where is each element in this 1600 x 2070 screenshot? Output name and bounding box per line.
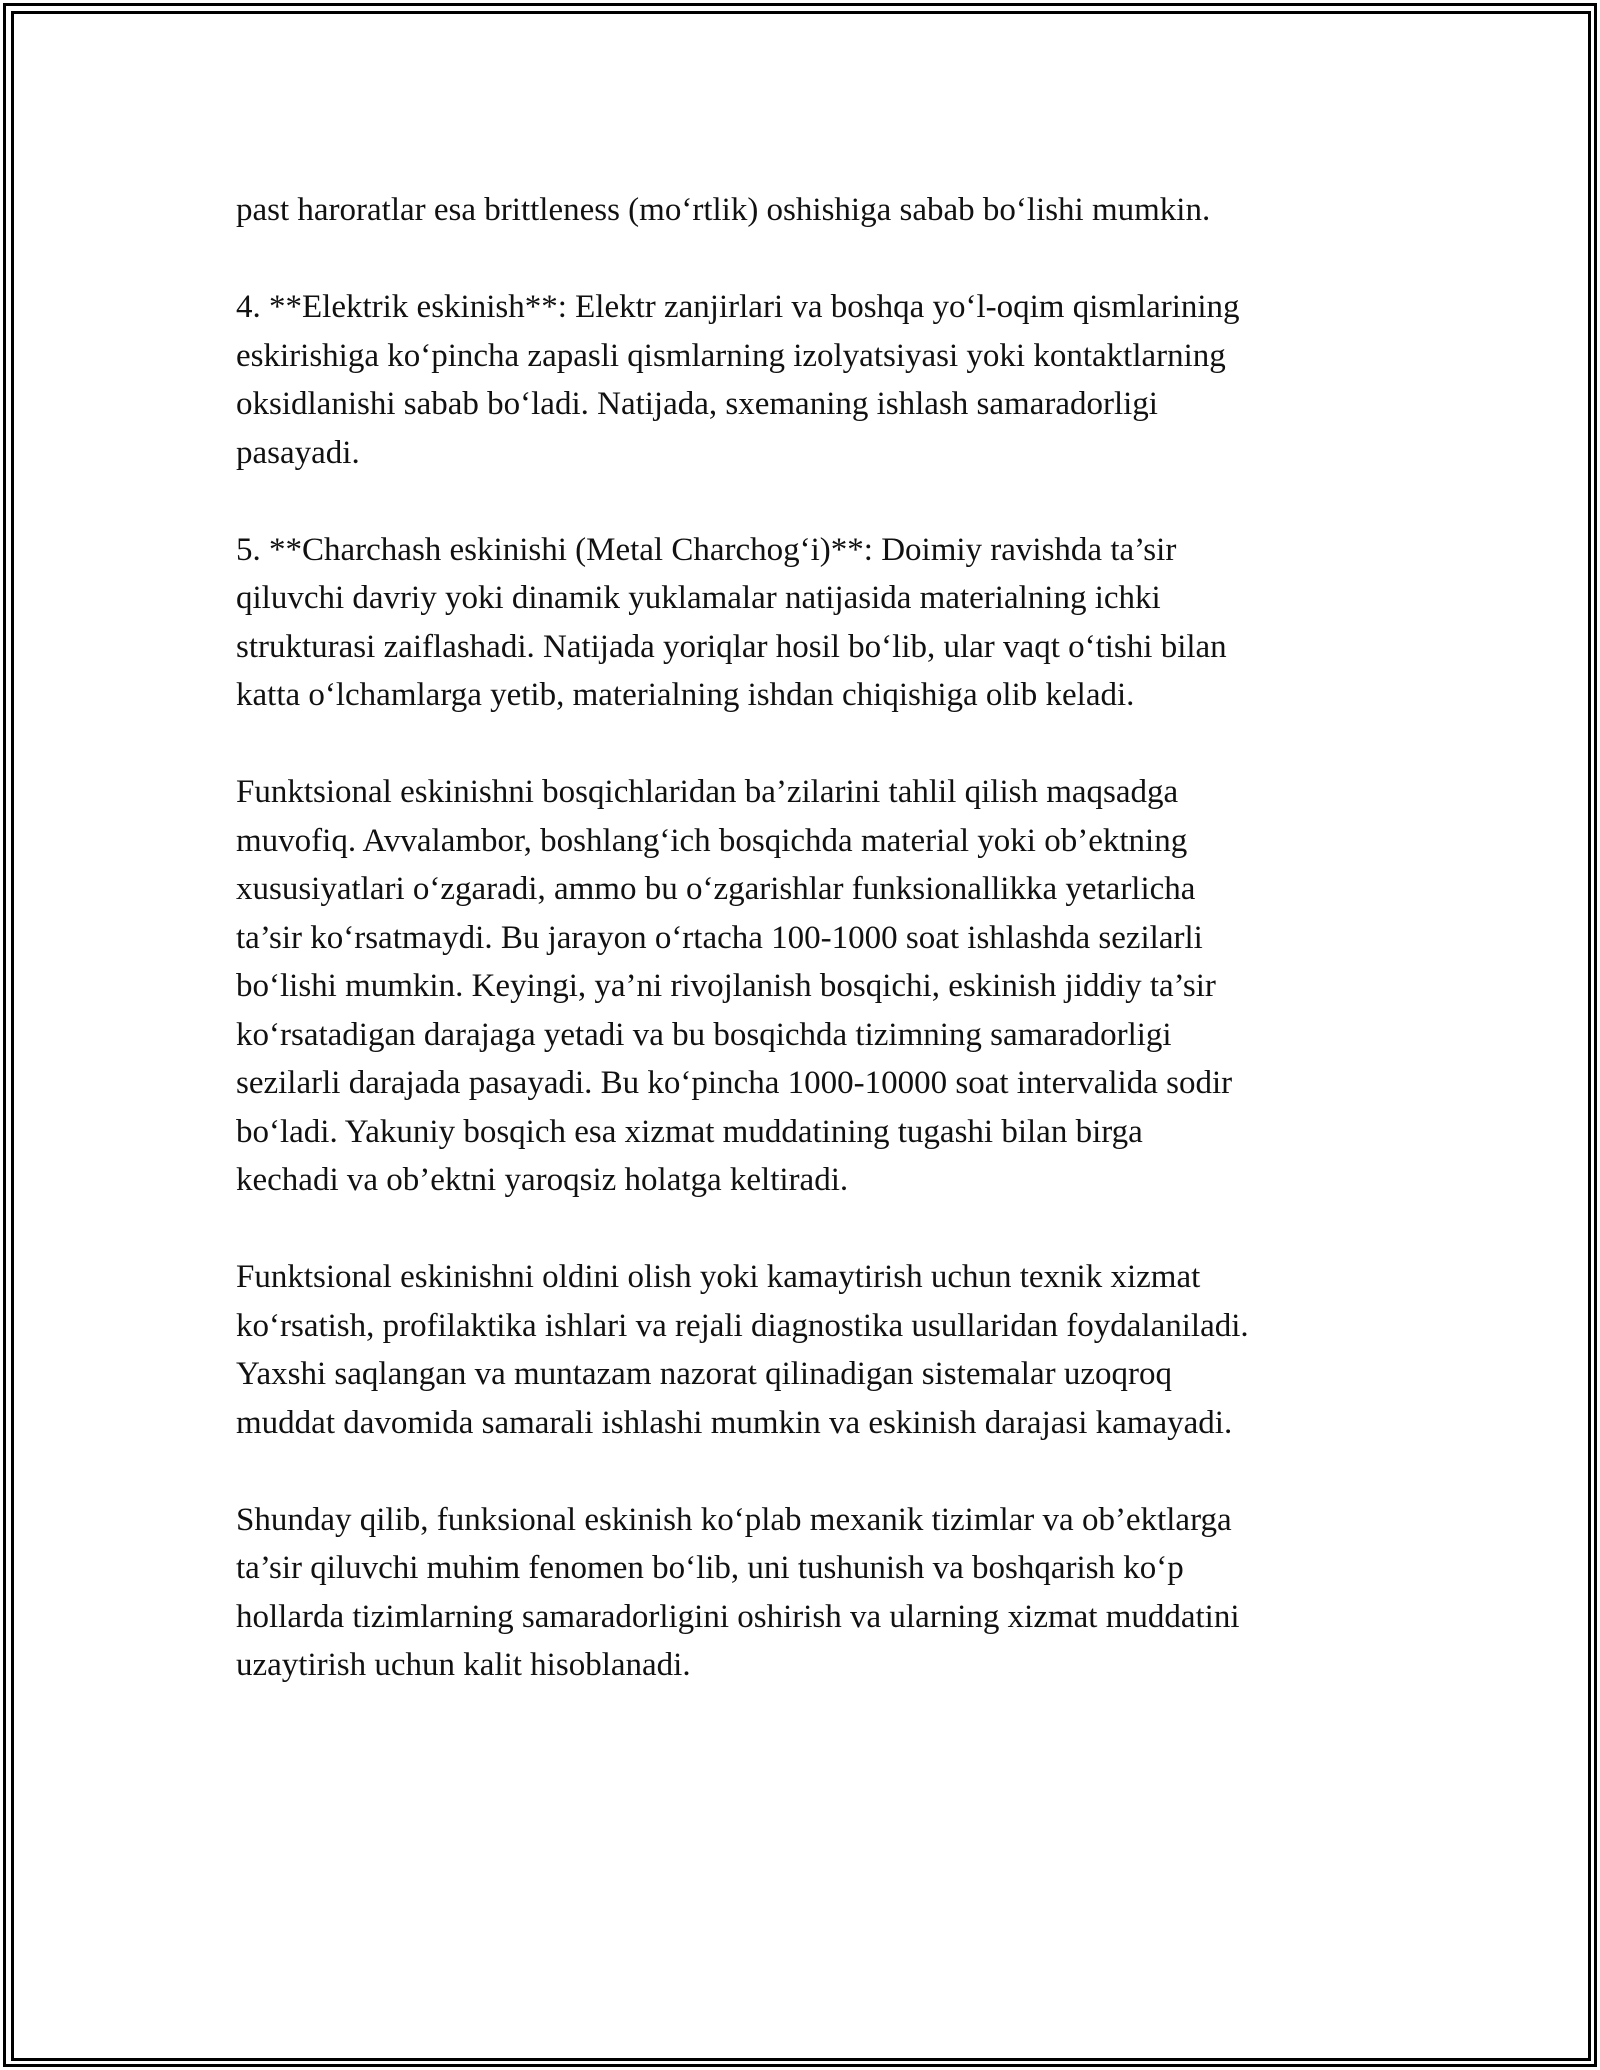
text-line: strukturasi zaiflashadi. Natijada yoriqlar hosil bo‘lib, ular vaqt o‘tishi bilan	[236, 628, 1227, 665]
text-line: bo‘lishi mumkin. Keyingi, ya’ni rivojlanish bosqichi, eskinish jiddiy ta’sir	[236, 968, 1216, 1004]
paragraph-electrical-wear	[236, 283, 1366, 477]
document-body	[236, 186, 1366, 1738]
paragraph-fatigue-wear	[236, 526, 1366, 720]
text-line: kechadi va ob’ektni yaroqsiz holatga keltiradi.	[236, 1162, 849, 1198]
text-line: pasayadi.	[236, 434, 360, 471]
text-line: hollarda tizimlarning samaradorligini oshirish va ularning xizmat muddatini	[236, 1598, 1240, 1635]
text-line: sezilarli darajada pasayadi. Bu ko‘pincha 1000-10000 soat intervalida sodir	[236, 1065, 1233, 1101]
paragraph-thermal-tail	[236, 186, 1366, 235]
text-line: 5. **Charchash eskinishi (Metal Charchog‘i)**: Doimiy ravishda ta’sir	[236, 531, 1177, 568]
text-line: oksidlanishi sabab bo‘ladi. Natijada, sxemaning ishlash samaradorligi	[236, 386, 1158, 422]
text-line: katta o‘lchamlarga yetib, materialning ishdan chiqishiga olib keladi.	[236, 677, 1135, 713]
text-line: ko‘rsatadigan darajaga yetadi va bu bosqichda tizimning samaradorligi	[236, 1016, 1172, 1053]
text-line: uzaytirish uchun kalit hisoblanadi.	[236, 1647, 691, 1683]
text-line: eskirishiga ko‘pincha zapasli qismlarning izolyatsiyasi yoki kontaktlarning	[236, 337, 1226, 374]
paragraph-stages	[236, 768, 1366, 1205]
text-line: past haroratlar esa brittleness (mo‘rtlik) oshishiga sabab bo‘lishi mumkin.	[236, 192, 1211, 228]
text-line: 4. **Elektrik eskinish**: Elektr zanjirlari va boshqa yo‘l-oqim qismlarining	[236, 289, 1240, 325]
text-line: qiluvchi davriy yoki dinamik yuklamalar natijasida materialning ichki	[236, 580, 1161, 616]
text-line: xususiyatlari o‘zgaradi, ammo bu o‘zgarishlar funksionallikka yetarlicha	[236, 871, 1196, 907]
text-line: ta’sir qiluvchi muhim fenomen bo‘lib, uni tushunish va boshqarish ko‘p	[236, 1550, 1184, 1586]
text-line: Shunday qilib, funksional eskinish ko‘plab mexanik tizimlar va ob’ektlarga	[236, 1501, 1232, 1538]
text-line: Funktsional eskinishni bosqichlaridan ba’zilarini tahlil qilish maqsadga	[236, 774, 1179, 810]
paragraph-prevention	[236, 1253, 1366, 1447]
paragraph-conclusion	[236, 1496, 1366, 1690]
text-line: ta’sir ko‘rsatmaydi. Bu jarayon o‘rtacha 100-1000 soat ishlashda sezilarli	[236, 919, 1203, 956]
text-line: Yaxshi saqlangan va muntazam nazorat qilinadigan sistemalar uzoqroq	[236, 1356, 1172, 1392]
text-line: ko‘rsatish, profilaktika ishlari va rejali diagnostika usullaridan foydalaniladi.	[236, 1307, 1249, 1344]
text-line: muvofiq. Avvalambor, boshlang‘ich bosqichda material yoki ob’ektning	[236, 822, 1188, 859]
text-line: muddat davomida samarali ishlashi mumkin va eskinish darajasi kamayadi.	[236, 1404, 1233, 1441]
text-line: bo‘ladi. Yakuniy bosqich esa xizmat muddatining tugashi bilan birga	[236, 1113, 1143, 1150]
text-line: Funktsional eskinishni oldini olish yoki kamaytirish uchun texnik xizmat	[236, 1259, 1201, 1295]
